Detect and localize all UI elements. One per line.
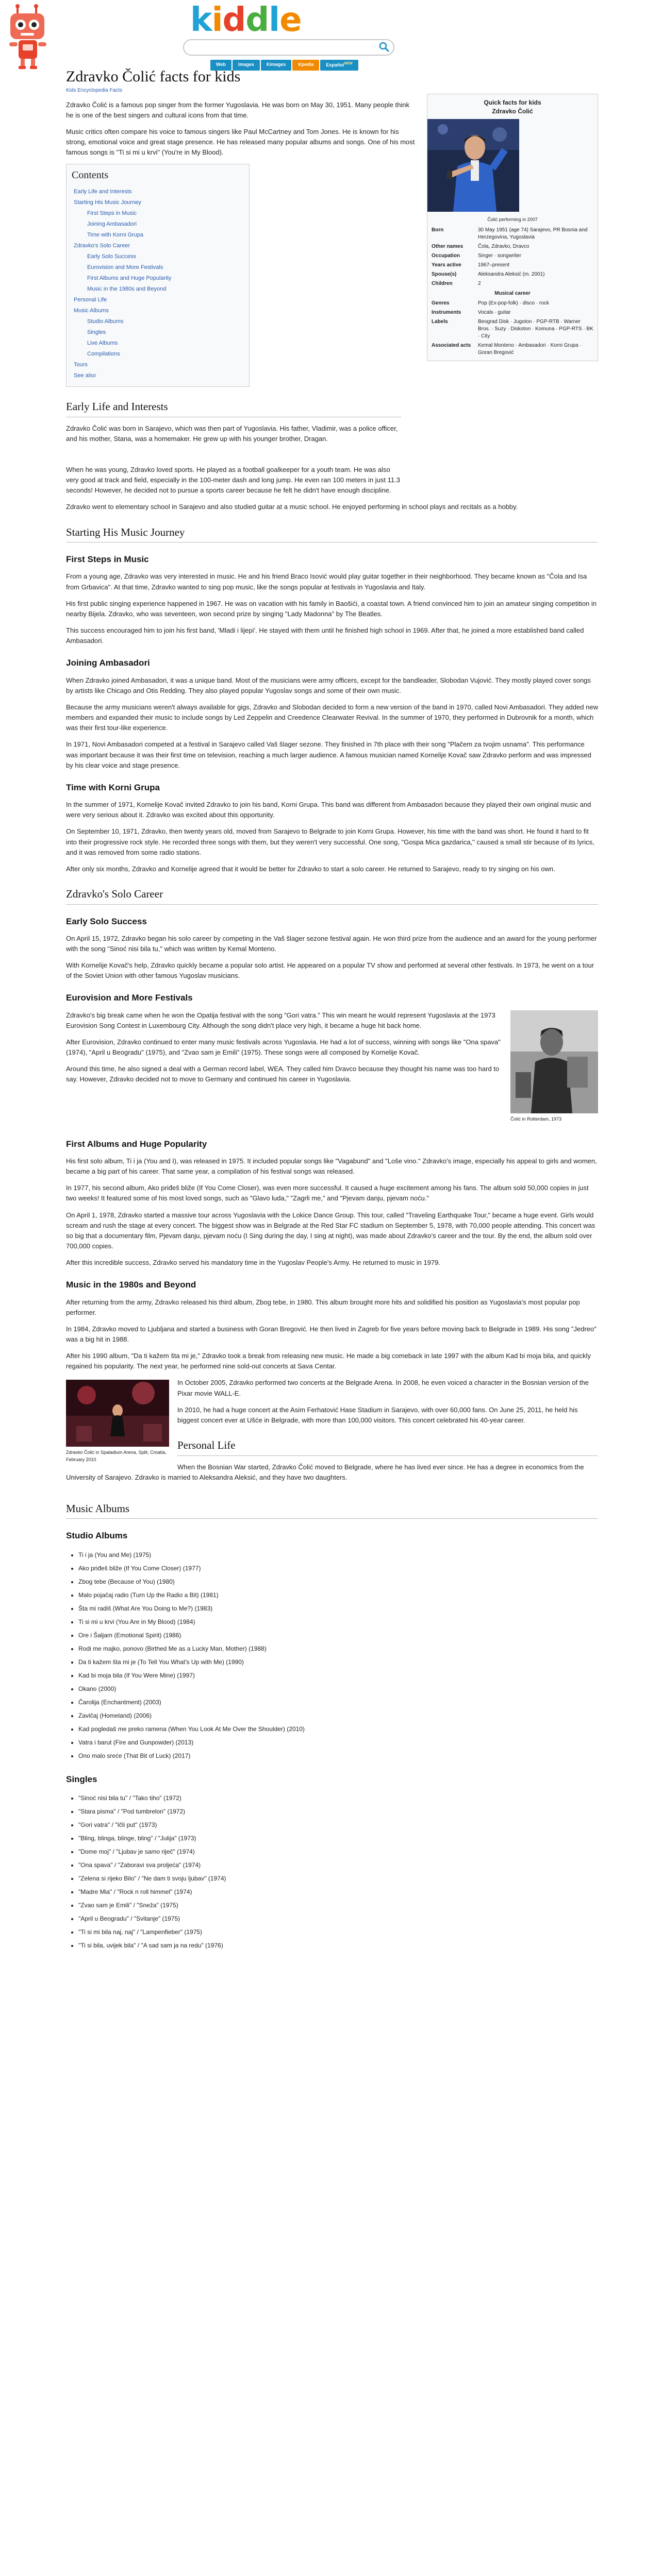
infobox-career-heading: Musical career	[494, 291, 531, 297]
subsection-heading: Eurovision and More Festivals	[66, 993, 193, 1003]
infobox-name: Zdravko Čolić	[492, 107, 533, 115]
toc-link[interactable]: Music in the 1980s and Beyond	[87, 286, 167, 293]
list-item: • Zavičaj (Homeland) (2006)	[78, 1709, 598, 1722]
list-item: • Kad pogledaš me preko ramena (When You Look At Me Over the Shoulder) (2010)	[78, 1722, 598, 1736]
toc-link[interactable]: Early Solo Success	[87, 253, 136, 260]
paragraph: When the Bosnian War started, Zdravko Čolić moved to Belgrade, where he has lived ever since. He has a degree in economics from the University of Sarajevo. Zdravko is married to Aleksandra Aleksić, and they have two daughters.	[66, 1463, 584, 1481]
paragraph: Around this time, he also signed a deal with a German record label, WEA. They called him Dravco because they thought his name was too hard to say. However, Zdravko decided not to move to Germany and continued his career in Yugoslavia.	[66, 1065, 500, 1083]
paragraph: When he was young, Zdravko loved sports. He played as a football goalkeeper for a youth team. He was also very good at track and field, especially in the 100-meter dash and long jump. He even ran 100 meters in just 11.3 seconds! However, he decided not to pursue a sports career because he felt he didn't have enough discipline.	[66, 466, 400, 495]
paragraph: After Eurovision, Zdravko continued to enter many music festivals across Yugoslavia. He had a lot of success, winning with songs like "Ona spava" (1974), "April u Beogradu" (1975), and "Zvao sam je Emili" (1975). These songs were all composed by Kornelije Kovač.	[66, 1038, 501, 1057]
list-item: • "Zvao sam je Emili" / "Sneža" (1975)	[78, 1899, 598, 1912]
list-item: • Zbog tebe (Because of You) (1980)	[78, 1575, 598, 1588]
paragraph: Because the army musicians weren't always available for gigs, Zdravko and Slobodan decided to form a new version of the band in 1970, called Novi Ambasadori. They added new members and expanded their music to include songs by Led Zeppelin and Creedence Clearwater Revival. In the summer of 1970, they performed in Dubrovnik for a month, which was their first tour-like experience.	[66, 703, 598, 732]
section-heading: Starting His Music Journey	[66, 524, 598, 543]
paragraph: Zdravko's big break came when he won the Opatija festival with the song "Gori vatra." This win meant he would represent Yugoslavia at the 1973 Eurovision Song Contest in Luxembourg City. Although the song didn't place very high, it became a huge hit back home.	[66, 1011, 495, 1029]
list-item: • "Stara pisma" / "Pod tumbrelon" (1972)	[78, 1805, 598, 1818]
intro-paragraph: Zdravko Čolić is a famous pop singer from the former Yugoslavia. He was born on May 30, 1951. Many people think he is one of the best singers and cultural icons from that time.	[66, 100, 409, 119]
subsection-heading: Singles	[66, 1774, 97, 1784]
paragraph: After only six months, Zdravko and Kornelije agreed that it would be better for Zdravko to start a solo career. He returned to Sarajevo, ready to try singing on his own.	[66, 865, 555, 873]
list-item: • Ono malo sreće (That Bit of Luck) (2017)	[78, 1749, 598, 1762]
paragraph: His first public singing experience happened in 1967. He was on vacation with his family in Baošići, a coastal town. A friend convinced him to join an amateur singing competition in nearby Bijela. Zdravko, who was seventeen, won second prize by singing "Lady Madonna" by The Beatles.	[66, 599, 597, 618]
list-item: • Kad bi moja bila (If You Were Mine) (1997)	[78, 1669, 598, 1682]
infobox	[427, 94, 598, 361]
paragraph: After his 1990 album, "Da ti kažem šta mi je," Zdravko took a break from releasing new music. He made a big comeback in late 1997 with the album Kad bi moja bila, and quickly regained his popularity. The next year, he performed nine sold-out concerts at Sava Centar.	[66, 1352, 591, 1370]
toc-link[interactable]: Joining Ambasadori	[87, 221, 137, 228]
concert-photo[interactable]	[66, 1380, 169, 1447]
subsection-heading: Joining Ambasadori	[66, 658, 150, 668]
infobox-row	[427, 279, 598, 289]
logo-letter: d	[245, 1, 269, 39]
new-badge: NEW	[344, 62, 353, 65]
infobox-label: Spouse(s)	[432, 272, 457, 278]
infobox-value: 30 May 1951 (age 74) Sarajevo, PR Bosnia and Herzegovina, Yugoslavia	[478, 227, 588, 241]
list-item: • "Ti si bila, uvijek bila" / "A sad sam ja na redu" (1976)	[78, 1939, 598, 1952]
toc-link[interactable]: Studio Albums	[87, 318, 124, 325]
logo-letter: k	[190, 1, 212, 39]
toc-link[interactable]: Tours	[74, 362, 88, 368]
site-subtitle[interactable]: Kids Encyclopedia Facts	[66, 88, 122, 93]
logo-letter: e	[279, 1, 302, 39]
infobox-row	[427, 341, 598, 358]
toc-link[interactable]: Music Albums	[74, 308, 109, 314]
figure-caption: Zdravko Čolić in Spaladium Arena, Split, Croatia, February 2010	[66, 1450, 167, 1463]
subsection-heading: First Albums and Huge Popularity	[66, 1139, 207, 1149]
paragraph: After this incredible success, Zdravko served his mandatory time in the Yugoslav People's Army. He returned to music in 1979.	[66, 1259, 441, 1267]
infobox-row	[427, 251, 598, 261]
section-heading: Personal Life	[177, 1437, 598, 1456]
intro-paragraph: Music critics often compare his voice to famous singers like Paul McCartney and Tom Jones. He is known for his strong, emotional voice and great stage presence. He has released many popular albums and songs. One of his most famous songs is "Ti si mi u krvi" (You're in My Blood).	[66, 127, 415, 157]
infobox-label: Occupation	[432, 253, 460, 259]
toc-link[interactable]: Starting His Music Journey	[74, 199, 141, 206]
list-item: • Ti si mi u krvi (You Are in My Blood) (1984)	[78, 1615, 598, 1629]
paragraph: When Zdravko joined Ambasadori, it was a unique band. Most of the musicians were army officers, except for the bandleader, Slobodan Vujović. They mostly played cover songs by artists like Chicago and Otis Redding. They also played popular Yugoslav songs and some of their own music.	[66, 676, 591, 694]
subsection-heading: Time with Korni Grupa	[66, 782, 160, 792]
list-item: • Rodi me majko, ponovo (Birthed Me as a Lucky Man, Mother) (1988)	[78, 1642, 598, 1655]
list-item: • Ti i ja (You and Me) (1975)	[78, 1548, 598, 1562]
infobox-label: Children	[432, 281, 453, 287]
infobox-row	[427, 261, 598, 270]
list-item: • "Sinoć nisi bila tu" / "Tako tiho" (1972)	[78, 1791, 598, 1805]
paragraph: On April 15, 1972, Zdravko began his solo career by competing in the Vaš šlager sezone festival again. He won third prize from the audience and an award for the young performer with the song "Sinoć nisi bila tu," which was written by Kemal Monteno.	[66, 934, 597, 953]
paragraph: In 1977, his second album, Ako priđeš bliže (If You Come Closer), was even more successful. It caused a huge excitement among his fans. The album sold 50,000 copies in just two weeks! It featured some of his most loved songs, such as "Glavo luda," "Zagrli me," and "Pjevam danju, pjevam noću."	[66, 1184, 589, 1202]
infobox-row	[427, 242, 598, 251]
toc-link[interactable]: Early Life and Interests	[74, 189, 132, 195]
infobox-row	[427, 317, 598, 341]
infobox-value: Singer · songwriter	[478, 253, 521, 259]
subsection-heading: Music in the 1980s and Beyond	[66, 1280, 196, 1290]
toc-link[interactable]: Time with Korni Grupa	[87, 232, 144, 239]
infobox-label: Years active	[432, 262, 461, 268]
paragraph: In 1984, Zdravko moved to Ljubljana and started a business with Goran Bregović. He then lived in Zagreb for five years before moving back to Belgrade in 1989. His song "Jedreo" was a big hit in 1988.	[66, 1325, 597, 1344]
list-item: • Da ti kažem šta mi je (To Tell You What's Up with Me) (1990)	[78, 1655, 598, 1669]
infobox-value: 2	[478, 281, 481, 287]
toc-link[interactable]: Singles	[87, 329, 106, 336]
article-body-left	[66, 100, 417, 158]
paragraph: Zdravko Čolić was born in Sarajevo, which was then part of Yugoslavia. His father, Vladimir, was a police officer, and his mother, Stana, was a homemaker. He grew up with his younger brother, Dragan.	[66, 424, 398, 443]
infobox-value: Kemal Monteno · Ambasadori · Korni Grupa · Goran Bregović	[478, 343, 582, 356]
infobox-caption: Čolić performing in 2007	[487, 216, 538, 222]
logo-letter: i	[211, 1, 223, 39]
list-item: • Vatra i barut (Fire and Gunpowder) (2013)	[78, 1736, 598, 1749]
list-item: • "Ona spava" / "Zaboravi sva proljeća" (1974)	[78, 1858, 598, 1872]
kiddle-logo[interactable]	[190, 2, 301, 38]
figure-caption: Čolić in Rotterdam, 1973	[510, 1116, 562, 1122]
list-item: • Čarolija (Enchantment) (2003)	[78, 1696, 598, 1709]
logo-letter: l	[269, 1, 280, 39]
paragraph: After returning from the army, Zdravko released his third album, Zbog tebe, in 1980. This album brought more hits and solidified his position as Yugoslavia's most popular pop performer.	[66, 1298, 580, 1316]
infobox-value: Beograd Disk · Jugoton · PGP-RTB · Warner Bros. · Suzy · Diskoton · Komuna · PGP-RTS · BK · City	[478, 319, 593, 340]
list-item: • "Bling, blinga, blinge, bling" / "Julija" (1973)	[78, 1832, 598, 1845]
table-of-contents	[66, 164, 250, 387]
subsection-heading: Studio Albums	[66, 1531, 128, 1541]
infobox-label: Instruments	[432, 310, 461, 316]
list-item: • Okano (2000)	[78, 1682, 598, 1696]
list-item: • "Ti si mi bila naj, naj" / "Lampenfieber" (1975)	[78, 1925, 598, 1939]
list-item: • "Dome moj" / "Ljubav je samo riječ" (1974)	[78, 1845, 598, 1858]
toc-link[interactable]: Personal Life	[74, 297, 107, 303]
nav-tab-label: Kpedia	[298, 62, 314, 67]
paragraph: In 2010, he had a huge concert at the Asim Ferhatović Hase Stadium in Sarajevo, with over 60,000 fans. On June 25, 2011, he held his biggest concert ever at Ušće in Belgrade, with more than 100,000 visitors. This concert celebrated his 40-year career.	[177, 1405, 578, 1424]
infobox-label: Labels	[432, 319, 448, 325]
page-title: Zdravko Čolić facts for kids	[66, 68, 241, 85]
toc-link[interactable]: Compilations	[87, 351, 120, 358]
list-item: • "Gori vatra" / "Ičli put" (1973)	[78, 1818, 598, 1832]
search-box	[183, 39, 394, 56]
paragraph: In the summer of 1971, Kornelije Kovač invited Zdravko to join his band, Korni Grupa. This band was different from Ambasadori because they played their own original music and were very serious about it. Zdravko was excited about this opportunity.	[66, 801, 591, 819]
studio-albums-list	[66, 1548, 598, 1762]
infobox-label: Associated acts	[432, 343, 471, 349]
infobox-value: Vocals · guitar	[478, 310, 511, 316]
eurovision-photo[interactable]	[510, 1010, 598, 1113]
infobox-label: Born	[432, 227, 444, 233]
toc-link[interactable]: Live Albums	[87, 340, 118, 347]
paragraph: With Kornelije Kovač's help, Zdravko quickly became a popular solo artist. He appeared on a popular TV show and performed at several other festivals. In 1973, he went on a tour of the Soviet Union with other famous Yugoslav musicians.	[66, 961, 594, 980]
infobox-row	[427, 308, 598, 317]
nav-tab-label: Español	[326, 62, 344, 67]
singer-photo[interactable]	[427, 119, 519, 212]
paragraph: In 1971, Novi Ambasadori competed at a festival in Sarajevo called Vaš šlager sezone. They finished in 7th place with their song "Plačem za tvojim usnama". This performance was important because it was their first time on television, reaching a much larger audience. A famous musician named Kornelije Kovač saw Zdravko perform and was impressed by his clear voice and stage presence.	[66, 740, 591, 769]
infobox-label: Genres	[432, 300, 450, 307]
toc-link[interactable]: Eurovision and More Festivals	[87, 264, 163, 271]
toc-link[interactable]: Zdravko's Solo Career	[74, 243, 130, 249]
nav-tab-label: Images	[238, 62, 254, 67]
eurovision-figure	[510, 1010, 598, 1123]
search-icon[interactable]	[379, 42, 389, 52]
toc-link[interactable]: First Steps in Music	[87, 210, 137, 217]
search-input[interactable]	[191, 42, 369, 53]
list-item: • Šta mi radiš (What Are You Doing to Me?) (1983)	[78, 1602, 598, 1615]
infobox-row	[427, 299, 598, 308]
robot-mascot-icon	[5, 4, 53, 70]
section-heading: Music Albums	[66, 1500, 598, 1519]
toc-title: Contents	[72, 170, 109, 181]
paragraph: Zdravko went to elementary school in Sarajevo and also studied guitar at a music school. He enjoyed performing in school plays and recitals as a hobby.	[66, 503, 518, 511]
list-item: • "April u Beogradu" / "Svitanje" (1975)	[78, 1912, 598, 1925]
article	[66, 67, 598, 1957]
list-item: • "Zelena si rijeko Bilo" / "Ne dam ti svoju ljubav" (1974)	[78, 1872, 598, 1885]
infobox-value: Aleksandra Aleksić (m. 2001)	[478, 272, 545, 278]
toc-link[interactable]: First Albums and Huge Popularity	[87, 275, 172, 282]
logo-letter: d	[222, 1, 246, 39]
nav-tab-label: Web	[216, 62, 226, 67]
paragraph: This success encouraged him to join his first band, 'Mladi i lijepi'. He stayed with them until he finished high school in 1969. After that, he joined a more established band called Ambasadori.	[66, 626, 584, 645]
infobox-title: Quick facts for kids	[484, 99, 541, 106]
list-item: • Malo pojačaj radio (Turn Up the Radio a Bit) (1981)	[78, 1588, 598, 1602]
nav-tab-label: Kimages	[266, 62, 286, 67]
list-item: • Ako priđeš bliže (If You Come Closer) (1977)	[78, 1562, 598, 1575]
infobox-value: Pop (Ex-pop-folk) · disco · rock	[478, 300, 549, 307]
paragraph: On September 10, 1971, Zdravko, then twenty years old, moved from Sarajevo to Belgrade to join Korni Grupa. However, his time with the band was short. He found it hard to fit into their progressive rock style. He recorded three songs with them, but they weren't very successful. One song, "Gospa Mica gazdarica," caused a small stir because of its lyrics, and it was removed from some radio stations.	[66, 827, 594, 856]
subsection-heading: Early Solo Success	[66, 916, 147, 926]
infobox-row	[427, 270, 598, 279]
paragraph: His first solo album, Ti i ja (You and I), was released in 1975. It included popular songs like "Vagabund" and "Loše vino." Zdravko's image, especially his appeal to girls and women, became a big part of his career. That same year, a compilation of his festival songs was released.	[66, 1157, 597, 1176]
section-heading: Zdravko's Solo Career	[66, 886, 598, 905]
list-item: • Ore i Šaljam (Emotional Spirit) (1986)	[78, 1629, 598, 1642]
singles-list	[66, 1791, 598, 1952]
list-item: • "Madre Mia" / "Rock n roll himmel" (1974)	[78, 1885, 598, 1899]
spaladium-figure	[66, 1380, 169, 1464]
paragraph: On April 1, 1978, Zdravko started a massive tour across Yugoslavia with the Lokice Dance Group. This tour, called "Traveling Earthquake Tour," became a huge event. Girls would scream and rush the stage at every concert. The biggest show was in Belgrade at the Red Star FC stadium on September 5, 1978, with 70,000 people attending. This concert was so big that a documentary film, Pjevam danju, pjevam noću (I Sing during the day, I sing at night), was made about Zdravko's career and the tour. By the end, the album sold over 700,000 copies.	[66, 1211, 595, 1250]
paragraph: From a young age, Zdravko was very interested in music. He and his friend Braco Isović would play guitar together in their neighborhood. They became known as "Čola and Isa from Grbavica". At that time, Zdravko wanted to sing pop music, like the songs popular at festivals in Yugoslavia and Italy.	[66, 572, 587, 591]
section-heading: Early Life and Interests	[66, 398, 401, 417]
infobox-value: Čola, Zdravko, Dravco	[478, 244, 529, 250]
toc-link[interactable]: See also	[74, 372, 96, 379]
subsection-heading: First Steps in Music	[66, 554, 149, 565]
paragraph: In October 2005, Zdravko performed two concerts at the Belgrade Arena. In 2008, he even voiced a character in the Bosnian version of the Pixar movie WALL-E.	[177, 1379, 589, 1397]
infobox-row	[427, 226, 598, 242]
infobox-value: 1967–present	[478, 262, 510, 268]
infobox-label: Other names	[432, 244, 464, 250]
